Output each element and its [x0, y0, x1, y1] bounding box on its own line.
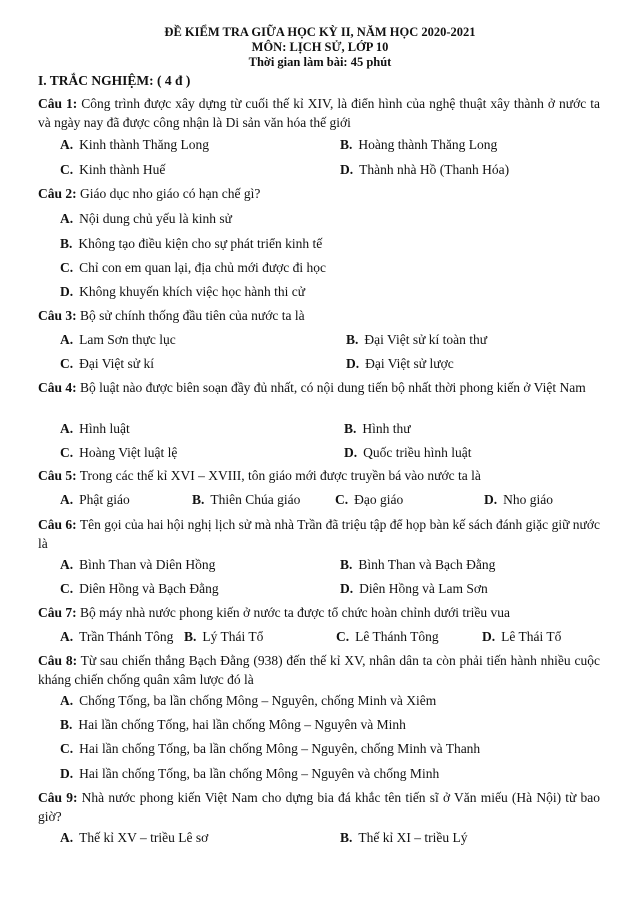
q3-option-a[interactable]	[60, 331, 176, 349]
q8-option-b[interactable]	[60, 716, 406, 734]
question-text: Bộ luật nào được biên soạn đầy đủ nhất, có nội dung tiến bộ nhất thời phong kiến ở Việt Nam	[80, 380, 586, 395]
option-letter: B.	[192, 492, 205, 507]
option-letter: A.	[60, 332, 74, 347]
question-label: Câu 9:	[38, 790, 78, 805]
option-letter: D.	[60, 284, 74, 299]
option-text: Lam Sơn thực lục	[79, 332, 176, 347]
q6-option-d[interactable]	[340, 580, 488, 598]
q2-option-b[interactable]	[60, 235, 322, 253]
question-1	[38, 94, 600, 132]
question-4	[38, 378, 600, 397]
q5-option-d[interactable]	[484, 491, 553, 509]
q3-option-c[interactable]	[60, 355, 154, 373]
q6-option-c[interactable]	[60, 580, 219, 598]
option-letter: B.	[340, 557, 353, 572]
option-text: Trần Thánh Tông	[79, 629, 174, 644]
q5-option-b[interactable]	[192, 491, 300, 509]
option-letter: B.	[184, 629, 197, 644]
q3-option-d[interactable]	[346, 355, 454, 373]
option-text: Chống Tống, ba lần chống Mông – Nguyên, chống Minh và Xiêm	[79, 693, 437, 708]
option-letter: B.	[340, 137, 353, 152]
question-text: Nhà nước phong kiến Việt Nam cho dựng bia đá khắc tên tiến sĩ ở Văn miếu (Hà Nội) từ bao giờ?	[38, 790, 600, 824]
option-text: Hai lần chống Tống, ba lần chống Mông – Nguyên, chống Minh và Thanh	[79, 741, 481, 756]
option-text: Hình luật	[79, 421, 130, 436]
q8-option-a[interactable]	[60, 692, 436, 710]
option-letter: D.	[346, 356, 360, 371]
option-letter: C.	[336, 629, 350, 644]
option-letter: C.	[60, 162, 74, 177]
question-9	[38, 788, 600, 826]
option-text: Đại Việt sử lược	[365, 356, 454, 371]
q7-option-d[interactable]	[482, 628, 561, 646]
option-text: Quốc triều hình luật	[363, 445, 472, 460]
question-label: Câu 7:	[38, 605, 77, 620]
q1-option-a[interactable]	[60, 136, 209, 154]
option-letter: B.	[340, 830, 353, 845]
option-letter: B.	[60, 717, 73, 732]
option-letter: A.	[60, 557, 74, 572]
question-5	[38, 466, 600, 485]
q3-option-b[interactable]	[346, 331, 487, 349]
option-letter: C.	[60, 581, 74, 596]
question-label: Câu 4:	[38, 380, 77, 395]
question-label: Câu 3:	[38, 308, 77, 323]
q7-option-a[interactable]	[60, 628, 173, 646]
q4-option-a[interactable]	[60, 420, 130, 438]
question-8	[38, 651, 600, 689]
option-letter: D.	[340, 162, 354, 177]
q2-option-a[interactable]	[60, 210, 232, 228]
option-text: Hai lần chống Tống, ba lần chống Mông – Nguyên và chống Minh	[79, 766, 440, 781]
question-label: Câu 6:	[38, 517, 77, 532]
option-letter: D.	[60, 766, 74, 781]
option-text: Diên Hồng và Lam Sơn	[359, 581, 488, 596]
option-text: Đạo giáo	[354, 492, 404, 507]
question-text: Công trình được xây dựng từ cuối thế kỉ XIV, là điển hình của nghệ thuật xây thành ở nước ta và ngày nay đã được công nhận là Di sản văn hóa thế giới	[38, 96, 600, 130]
option-text: Lê Thái Tổ	[501, 629, 562, 644]
option-text: Kinh thành Huế	[79, 162, 166, 177]
option-text: Bình Than và Diên Hồng	[79, 557, 216, 572]
option-text: Không tạo điều kiện cho sự phát triển kinh tế	[78, 236, 323, 251]
q8-option-d[interactable]	[60, 765, 439, 783]
question-label: Câu 2:	[38, 186, 77, 201]
q9-option-a[interactable]	[60, 829, 208, 847]
q4-option-c[interactable]	[60, 444, 177, 462]
q4-option-d[interactable]	[344, 444, 471, 462]
question-7	[38, 603, 600, 622]
option-letter: A.	[60, 137, 74, 152]
q4-option-b[interactable]	[344, 420, 411, 438]
option-text: Lý Thái Tổ	[202, 629, 264, 644]
q8-option-c[interactable]	[60, 740, 480, 758]
option-letter: B.	[346, 332, 359, 347]
option-text: Không khuyến khích việc học hành thi cử	[79, 284, 306, 299]
q1-option-c[interactable]	[60, 161, 165, 179]
q6-option-a[interactable]	[60, 556, 215, 574]
option-letter: C.	[60, 356, 74, 371]
option-letter: D.	[482, 629, 496, 644]
option-letter: B.	[344, 421, 357, 436]
q1-option-d[interactable]	[340, 161, 509, 179]
option-letter: A.	[60, 830, 74, 845]
option-text: Nho giáo	[503, 492, 553, 507]
option-letter: C.	[60, 260, 74, 275]
option-letter: C.	[60, 741, 74, 756]
option-letter: D.	[340, 581, 354, 596]
option-letter: A.	[60, 211, 74, 226]
q5-option-a[interactable]	[60, 491, 130, 509]
q7-option-c[interactable]	[336, 628, 439, 646]
option-letter: A.	[60, 693, 74, 708]
option-letter: A.	[60, 629, 74, 644]
option-text: Thế kỉ XI – triều Lý	[358, 830, 468, 845]
option-text: Thiên Chúa giáo	[210, 492, 301, 507]
option-text: Hoàng thành Thăng Long	[358, 137, 498, 152]
option-text: Phật giáo	[79, 492, 130, 507]
question-text: Giáo dục nho giáo có hạn chế gì?	[80, 186, 261, 201]
option-text: Bình Than và Bạch Đằng	[358, 557, 496, 572]
question-text: Tên gọi của hai hội nghị lịch sử mà nhà Trần đã triệu tập để họp bàn kế sách đánh giặc giữ nước là	[38, 517, 600, 551]
option-text: Thành nhà Hồ (Thanh Hóa)	[359, 162, 510, 177]
option-letter: C.	[60, 445, 74, 460]
question-2	[38, 184, 600, 203]
option-text: Nội dung chủ yếu là kinh sử	[79, 211, 232, 226]
question-text: Từ sau chiến thắng Bạch Đằng (938) đến thế kỉ XV, nhân dân ta còn phải tiến hành nhiều cuộc kháng chiến chống quân xâm lược đó là	[38, 653, 600, 687]
question-label: Câu 5:	[38, 468, 77, 483]
q2-option-d[interactable]	[60, 283, 305, 301]
option-text: Hai lần chống Tống, hai lần chống Mông – Nguyên và Minh	[78, 717, 406, 732]
option-text: Đại Việt sử kí	[79, 356, 155, 371]
option-letter: B.	[60, 236, 73, 251]
option-letter: C.	[335, 492, 349, 507]
option-letter: A.	[60, 492, 74, 507]
question-text: Bộ sử chính thống đầu tiên của nước ta là	[80, 308, 305, 323]
q5-option-c[interactable]	[335, 491, 403, 509]
option-letter: D.	[344, 445, 358, 460]
q6-option-b[interactable]	[340, 556, 495, 574]
q9-option-b[interactable]	[340, 829, 468, 847]
question-6	[38, 515, 600, 553]
exam-title: ĐỀ KIỂM TRA GIỮA HỌC KỲ II, NĂM HỌC 2020-2021	[164, 25, 476, 39]
option-text: Hoàng Việt luật lệ	[79, 445, 178, 460]
question-label: Câu 1:	[38, 96, 78, 111]
duration-line: Thời gian làm bài: 45 phút	[248, 55, 392, 69]
q1-option-b[interactable]	[340, 136, 497, 154]
option-text: Lê Thánh Tông	[355, 629, 439, 644]
question-label: Câu 8:	[38, 653, 78, 668]
option-letter: A.	[60, 421, 74, 436]
q2-option-c[interactable]	[60, 259, 326, 277]
section-heading: I. TRẮC NGHIỆM: ( 4 đ )	[38, 73, 191, 88]
question-text: Bộ máy nhà nước phong kiến ở nước ta được tổ chức hoàn chỉnh dưới triều vua	[80, 605, 510, 620]
option-text: Đại Việt sử kí toàn thư	[364, 332, 488, 347]
option-text: Kinh thành Thăng Long	[79, 137, 209, 152]
option-text: Hình thư	[362, 421, 411, 436]
option-text: Diên Hồng và Bạch Đằng	[79, 581, 219, 596]
question-3	[38, 306, 600, 325]
option-text: Chỉ con em quan lại, địa chủ mới được đi học	[79, 260, 327, 275]
question-text: Trong các thế kỉ XVI – XVIII, tôn giáo mới được truyền bá vào nước ta là	[79, 468, 481, 483]
option-text: Thế kỉ XV – triều Lê sơ	[79, 830, 209, 845]
subject-line: MÔN: LỊCH SỬ, LỚP 10	[251, 40, 389, 54]
option-letter: D.	[484, 492, 498, 507]
q7-option-b[interactable]	[184, 628, 263, 646]
